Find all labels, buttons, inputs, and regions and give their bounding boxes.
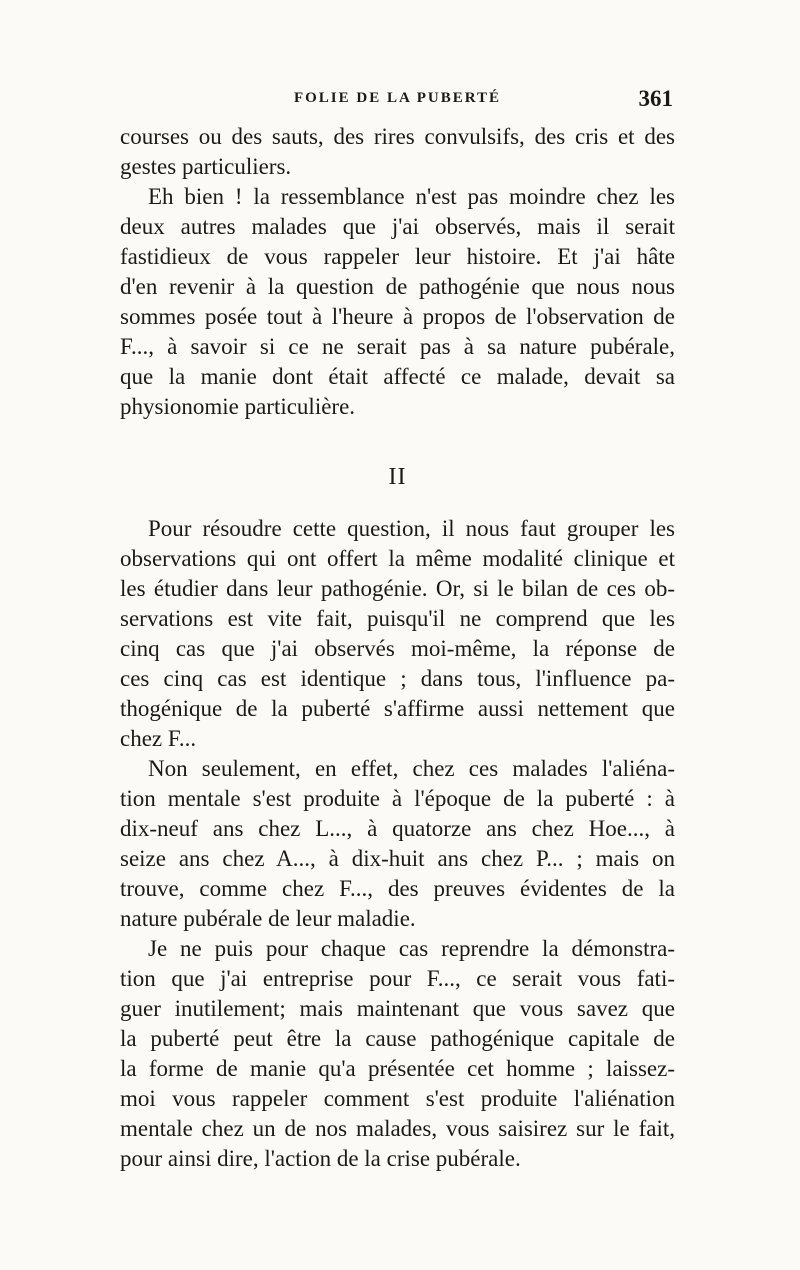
running-title: FOLIE DE LA PUBERTÉ bbox=[293, 90, 502, 106]
text-line: thogénique de la puberté s'affirme aussi nettement que bbox=[120, 696, 675, 721]
text-line: F..., à savoir si ce ne serait pas à sa nature pubérale, bbox=[120, 334, 675, 359]
text-line: guer inutilement; mais maintenant que vous savez que bbox=[120, 996, 675, 1021]
text-line: tion que j'ai entreprise pour F..., ce serait vous fati- bbox=[120, 966, 675, 991]
text-line: les étudier dans leur pathogénie. Or, si le bilan de ces ob- bbox=[120, 576, 675, 601]
text-line: physionomie particulière. bbox=[120, 394, 356, 419]
paragraph-5 bbox=[120, 934, 675, 1174]
running-head bbox=[120, 86, 675, 122]
text-line: Eh bien ! la ressemblance n'est pas moindre chez les bbox=[148, 184, 675, 209]
text-line: fastidieux de vous rappeler leur histoire. Et j'ai hâte bbox=[120, 244, 675, 269]
section-heading: II bbox=[388, 464, 407, 490]
text-line: seize ans chez A..., à dix-huit ans chez P... ; mais on bbox=[120, 846, 675, 871]
text-line: courses ou des sauts, des rires convulsifs, des cris et des bbox=[120, 124, 675, 149]
text-line: la puberté peut être la cause pathogénique capitale de bbox=[120, 1026, 675, 1051]
text-line: Pour résoudre cette question, il nous faut grouper les bbox=[148, 516, 675, 541]
text-line: ces cinq cas est identique ; dans tous, l'influence pa- bbox=[120, 666, 675, 691]
paragraph-1 bbox=[120, 122, 675, 182]
text-line: nature pubérale de leur maladie. bbox=[120, 906, 416, 931]
text-line: observations qui ont offert la même modalité clinique et bbox=[120, 546, 675, 571]
text-line: mentale chez un de nos malades, vous saisirez sur le fait, bbox=[120, 1116, 675, 1141]
text-line: la forme de manie qu'a présentée cet homme ; laissez- bbox=[120, 1056, 675, 1081]
text-line: servations est vite fait, puisqu'il ne comprend que les bbox=[120, 606, 675, 631]
text-line: tion mentale s'est produite à l'époque de la puberté : à bbox=[120, 786, 675, 811]
text-line: chez F... bbox=[120, 726, 197, 751]
book-page bbox=[120, 86, 675, 1174]
text-line: que la manie dont était affecté ce malade, devait sa bbox=[120, 364, 675, 389]
text-line: moi vous rappeler comment s'est produite l'aliénation bbox=[120, 1086, 675, 1111]
paragraph-4 bbox=[120, 754, 675, 934]
text-line: dix-neuf ans chez L..., à quatorze ans chez Hoe..., à bbox=[120, 816, 675, 841]
paragraph-2 bbox=[120, 182, 675, 422]
page-number: 361 bbox=[638, 86, 673, 111]
text-line: sommes posée tout à l'heure à propos de l'observation de bbox=[120, 304, 675, 329]
text-line: trouve, comme chez F..., des preuves évidentes de la bbox=[120, 876, 675, 901]
text-line: d'en revenir à la question de pathogénie que nous nous bbox=[120, 274, 675, 299]
text-line: gestes particuliers. bbox=[120, 154, 292, 179]
paragraph-3 bbox=[120, 514, 675, 754]
text-line: deux autres malades que j'ai observés, mais il serait bbox=[120, 214, 675, 239]
text-line: cinq cas que j'ai observés moi-même, la réponse de bbox=[120, 636, 675, 661]
text-line: Je ne puis pour chaque cas reprendre la démonstra- bbox=[148, 936, 675, 961]
text-line: pour ainsi dire, l'action de la crise pubérale. bbox=[120, 1146, 521, 1171]
text-line: Non seulement, en effet, chez ces malades l'aliéna- bbox=[148, 756, 675, 781]
